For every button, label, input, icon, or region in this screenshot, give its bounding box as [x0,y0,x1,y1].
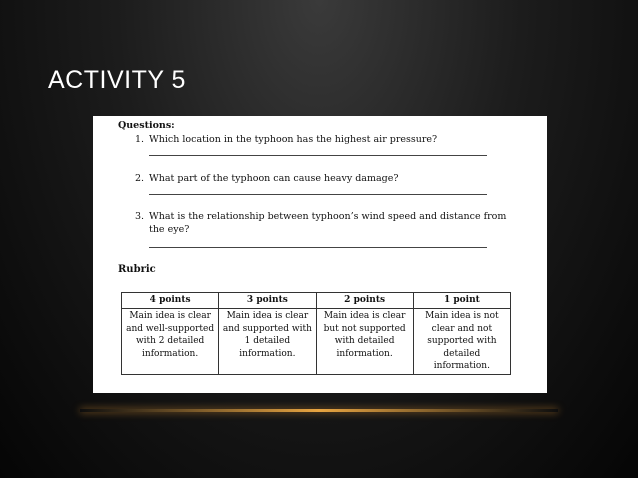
question-text: What is the relationship between typhoon’s wind speed and distance from the eye? [149,211,507,235]
rubric-header-row [122,293,511,309]
question-number: 1. [135,134,145,145]
question-text: Which location in the typhoon has the highest air pressure? [149,134,438,145]
rubric-header-4: 4 points [122,293,219,309]
question-number: 3. [135,211,145,222]
rubric-heading: Rubric [118,264,156,275]
rubric-table [121,292,511,375]
question-text: What part of the typhoon can cause heavy damage? [149,173,399,184]
question-number: 2. [135,173,145,184]
rubric-header-2: 2 points [316,293,413,309]
slide-title: ACTIVITY 5 [48,66,186,94]
answer-line-2 [149,194,487,195]
answer-line-1 [149,155,487,156]
rubric-row [122,309,511,375]
rubric-cell-1: Main idea is not clear and not supported with detailed information. [413,309,510,375]
accent-glow-line [80,409,558,412]
rubric-header-1: 1 point [413,293,510,309]
rubric-cell-2: Main idea is clear but not supported with detailed information. [316,309,413,375]
answer-line-3 [149,247,487,248]
rubric-cell-3: Main idea is clear and supported with 1 detailed information. [219,309,316,375]
rubric-header-3: 3 points [219,293,316,309]
worksheet-image [93,116,547,393]
rubric-cell-4: Main idea is clear and well-supported with 2 detailed information. [122,309,219,375]
questions-heading: Questions: [118,120,175,131]
